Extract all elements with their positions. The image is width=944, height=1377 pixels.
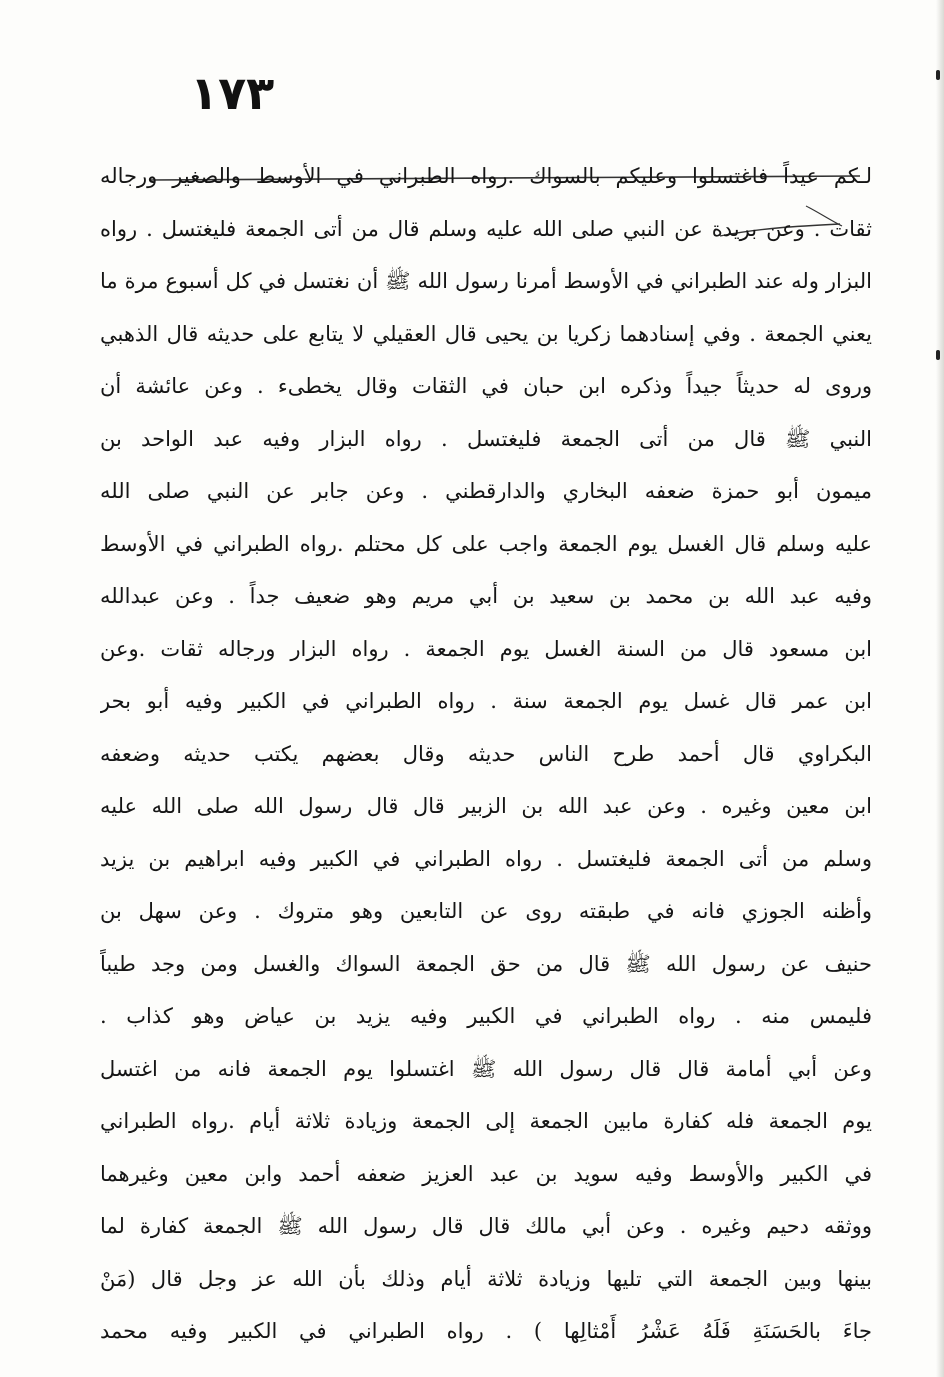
text-line: يوم الجمعة فله كفارة مابين الجمعة إلى الجمعة وزيادة ثلاثة أيام .رواه الطبراني (100, 1109, 872, 1133)
text-line: وأظنه الجوزي فانه في طبقته روى عن التابعين وهو متروك . وعن سهل بن (100, 899, 872, 923)
text-line: ميمون أبو حمزة ضعفه البخاري والدارقطني . وعن جابر عن النبي صلى الله (100, 479, 872, 503)
text-line: وعن أبي أمامة قال قال رسول الله ﷺ اغتسلوا يوم الجمعة فانه من اغتسل (100, 1056, 872, 1081)
text-line: ووثقه دحيم وغيره . وعن أبي مالك قال قال رسول الله ﷺ الجمعة كفارة لما (100, 1214, 872, 1238)
text-line: عليه وسلم قال الغسل يوم الجمعة واجب على كل محتلم .رواه الطبراني في الأوسط (100, 531, 872, 556)
body-text (100, 150, 872, 1358)
text-line: لـكم عيداً فاغتسلوا وعليكم بالسواك .رواه الطبراني في الأوسط والصغير ورجاله (100, 164, 872, 188)
page-number: ١٧٣ (190, 66, 275, 120)
text-line: جاءَ بالحَسَنَةِ فَلَهُ عَشْرُ أَمْثالِها ) . رواه الطبراني في الكبير وفيه محمد (100, 1319, 872, 1343)
text-line: يعني الجمعة . وفي إسنادهما زكريا بن يحيى قال العقيلي لا يتابع على حديثه قال الذهبي (100, 321, 872, 346)
page-edge-shadow (936, 0, 944, 1377)
margin-mark (936, 70, 940, 80)
text-line: ابن مسعود قال من السنة الغسل يوم الجمعة . رواه البزار ورجاله ثقات .وعن (100, 636, 872, 661)
text-line: البزار وله عند الطبراني في الأوسط أمرنا رسول الله ﷺ أن نغتسل في كل أسبوع مرة ما (100, 269, 872, 293)
text-line: البكراوي قال أحمد طرح الناس حديثه وقال بعضهم يكتب حديثه وضعفه (100, 741, 872, 766)
text-line: وسلم من أتى الجمعة فليغتسل . رواه الطبراني في الكبير وفيه ابراهيم بن يزيد (100, 846, 872, 871)
text-line: فليمس منه . رواه الطبراني في الكبير وفيه يزيد بن عياض وهو كذاب . (100, 1004, 872, 1028)
text-line: وفيه عبد الله بن محمد بن سعيد بن أبي مريم وهو ضعيف جداً . وعن عبدالله (100, 584, 872, 608)
text-line: حنيف عن رسول الله ﷺ قال من حق الجمعة السواك والغسل ومن وجد طيباً (100, 951, 872, 976)
text-line: في الكبير والأوسط وفيه سويد بن عبد العزيز ضعفه أحمد وابن معين وغيرهما (100, 1161, 872, 1186)
text-line: ثقات . وعن بريدة عن النبي صلى الله عليه وسلم قال من أتى الجمعة فليغتسل . رواه (100, 216, 872, 241)
text-line: ابن معين وغيره . وعن عبد الله بن الزبير قال قال رسول الله صلى الله عليه (100, 794, 872, 818)
text-line: ابن عمر قال غسل يوم الجمعة سنة . رواه الطبراني في الكبير وفيه أبو بحر (100, 689, 872, 713)
text-line: وروى له حديثاً جيداً وذكره ابن حبان في الثقات وقال يخطىء . وعن عائشة أن (100, 374, 872, 398)
margin-mark (936, 350, 940, 360)
text-line: بينها وبين الجمعة التي تليها وزيادة ثلاثة أيام وذلك بأن الله عز وجل قال (مَنْ (100, 1266, 872, 1291)
text-line: النبي ﷺ قال من أتى الجمعة فليغتسل . رواه البزار وفيه عبد الواحد بن (100, 426, 872, 451)
